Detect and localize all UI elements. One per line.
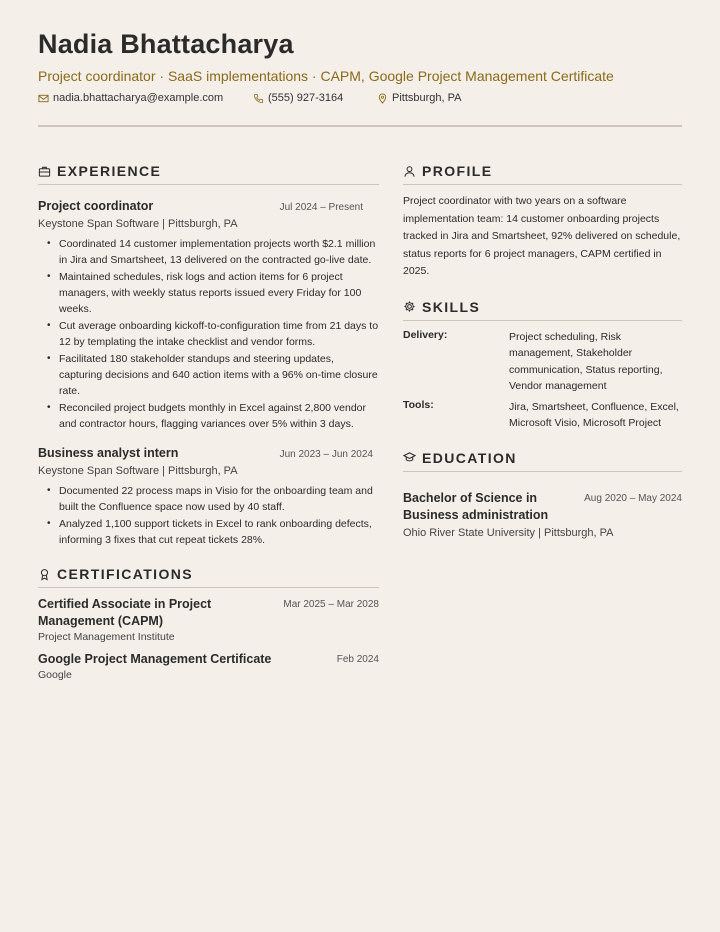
job-bullets — [38, 483, 379, 548]
email-text: nadia.bhattacharya@example.com — [53, 92, 224, 104]
contact-phone[interactable] — [253, 91, 377, 105]
cert-date: Mar 2025 – Mar 2028 — [283, 599, 379, 610]
certification-entry — [38, 596, 379, 643]
profile-title: PROFILE — [422, 163, 493, 179]
contact-location — [377, 91, 462, 105]
briefcase-icon — [38, 165, 51, 178]
left-column — [38, 163, 379, 681]
skills-value: Project scheduling, Risk management, Stakeholder communication, Status reporting, Vendor management — [509, 330, 663, 392]
skills-row — [403, 399, 682, 432]
certifications-heading — [38, 566, 379, 588]
mail-icon — [38, 93, 49, 104]
location-text: Pittsburgh, PA — [392, 92, 462, 104]
bullet-item: • Documented 22 process maps in Visio for the onboarding team and built the Confluence space now used by 40 staff. — [59, 483, 379, 515]
skills-title: SKILLS — [422, 298, 481, 315]
graduation-cap-icon — [403, 451, 416, 464]
certifications-title: CERTIFICATIONS — [57, 566, 194, 582]
bullet-item: • Maintained schedules, risk logs and action items for 6 project managers, with weekly status reports issued every Friday for 100 weeks. — [59, 269, 379, 317]
bullet-item: • Analyzed 1,100 support tickets in Excel to rank onboarding defects, informing 3 fixes that cut repeat tickets 28%. — [59, 516, 379, 548]
skills-row — [403, 329, 682, 395]
person-icon — [403, 165, 416, 178]
job-title: Project coordinator — [38, 199, 154, 213]
bullet-item: • Reconciled project budgets monthly in Excel against 2,800 vendor and contractor hours, flagging variances over 5% within 3 days. — [59, 400, 379, 432]
skills-label: Delivery: — [403, 328, 448, 341]
job-company: Keystone Span Software | Pittsburgh, PA — [38, 218, 238, 230]
job-company: Keystone Span Software | Pittsburgh, PA — [38, 465, 238, 477]
candidate-name: Nadia Bhattacharya — [38, 29, 294, 59]
cert-name: Google Project Management Certificate — [38, 652, 272, 666]
profile-summary: Project coordinator with two years on a software implementation team: 14 customer onboarding projects tracked in Jira and Smartsheet, 92% delivered on schedule, status reports for 6 project managers, CAPM certified in 2025. — [403, 195, 681, 277]
bullet-item: • Cut average onboarding kickoff-to-configuration time from 21 days to 12 by templating the intake checklist and vendor forms. — [59, 318, 379, 350]
education-title: EDUCATION — [422, 449, 517, 466]
job-entry — [38, 199, 379, 432]
contact-email[interactable] — [38, 91, 253, 105]
experience-title: EXPERIENCE — [57, 163, 162, 179]
gear-icon — [403, 300, 416, 313]
contact-line — [38, 91, 682, 105]
education-entry — [403, 490, 682, 524]
skills-heading — [403, 299, 682, 321]
skills-value: Jira, Smartsheet, Confluence, Excel, Microsoft Visio, Microsoft Project — [509, 400, 679, 429]
bullet-item: • Coordinated 14 customer implementation projects worth $2.1 million in Jira and Smartsheet, 13 delivered on the contracted go-live date. — [59, 236, 379, 268]
education-date: Aug 2020 – May 2024 — [584, 492, 682, 504]
cert-issuer: Google — [38, 669, 72, 681]
job-title: Business analyst intern — [38, 446, 179, 460]
bullet-item: • Facilitated 180 stakeholder standups and steering updates, capturing decisions and 640 action items with a 96% on-time closure rate. — [59, 351, 379, 399]
job-date: Jun 2023 – Jun 2024 — [279, 449, 373, 460]
award-ribbon-icon — [38, 568, 51, 581]
education-school: Ohio River State University | Pittsburgh, PA — [403, 526, 614, 539]
certification-entry — [38, 651, 379, 681]
phone-icon — [253, 93, 264, 104]
job-date: Jul 2024 – Present — [279, 202, 363, 213]
job-entry — [38, 446, 379, 548]
tagline: Project coordinator · SaaS implementations · CAPM, Google Project Management Certificate — [38, 68, 614, 84]
cert-date: Feb 2024 — [336, 654, 379, 665]
job-bullets — [38, 236, 379, 432]
experience-heading — [38, 163, 379, 185]
cert-issuer: Project Management Institute — [38, 631, 175, 643]
right-column — [403, 163, 682, 539]
cert-name: Certified Associate in Project Management (CAPM) — [38, 597, 212, 628]
skills-label: Tools: — [403, 398, 434, 411]
education-heading — [403, 450, 682, 472]
resume-header — [38, 28, 682, 105]
phone-text: (555) 927-3164 — [268, 92, 344, 104]
education-degree: Bachelor of Science in Business administration — [403, 490, 549, 522]
header-divider — [38, 125, 682, 127]
location-pin-icon — [377, 93, 388, 104]
profile-heading — [403, 163, 682, 185]
